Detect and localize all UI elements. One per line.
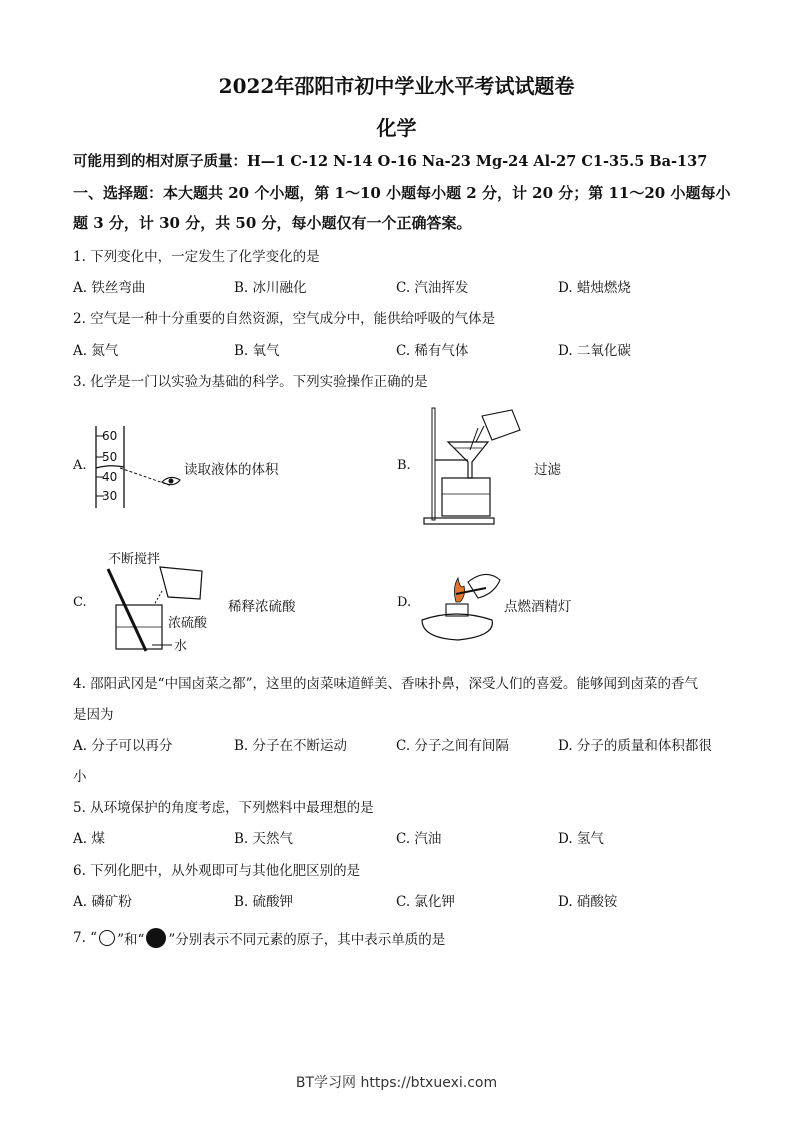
hollow-atom-icon [99,930,115,946]
figure-d-caption: 点燃酒精灯 [504,599,572,615]
question-2-option-c: C. 稀有气体 [396,343,469,359]
question-4-option-d-wrap: 小 [73,769,87,785]
section-instructions-line1: 一、选择题：本大题共 20 个小题，第 1～10 小题每小题 2 分，计 20 分；第 11～20 小题每小 [73,184,731,202]
question-1-option-d: D. 蜡烛燃烧 [558,280,631,296]
figure-c-caption: 稀释浓硫酸 [228,599,296,615]
footer-watermark: BT学习网 https://btxuexi.com [295,1075,498,1091]
question-5-option-b: B. 天然气 [234,831,294,847]
question-2-option-a: A. 氮气 [73,343,119,359]
figure-c-letter: C. [73,595,87,610]
question-5-stem: 5. 从环境保护的角度考虑，下列燃料中最理想的是 [73,800,374,816]
question-6-option-a: A. 磷矿粉 [73,894,132,910]
question-6-option-d: D. 硝酸铵 [558,894,618,910]
question-4-option-a: A. 分子可以再分 [73,738,173,754]
question-4-option-c: C. 分子之间有间隔 [396,738,509,754]
figure-b-caption: 过滤 [534,462,561,478]
figure-a-letter: A. [73,458,87,473]
question-4-option-b: B. 分子在不断运动 [234,738,348,754]
question-1-stem: 1. 下列变化中，一定发生了化学变化的是 [73,249,320,265]
section-instructions-line2: 题 3 分，计 30 分，共 50 分，每小题仅有一个正确答案。 [73,214,472,232]
solid-atom-icon [146,928,166,948]
question-4-stem: 4. 邵阳武冈是“中国卤菜之都”，这里的卤菜味道鲜美、香味扑鼻，深受人们的喜爱。能够闻到卤菜的香气 [73,676,698,692]
figure-b-letter: B. [397,458,411,473]
question-5-option-d: D. 氢气 [558,831,604,847]
page-title: 2022年邵阳市初中学业水平考试试题卷 [218,74,575,98]
cylinder-tick-40: 40 [102,470,118,484]
dilution-figure [96,547,226,659]
question-6-option-c: C. 氯化钾 [396,894,455,910]
question-2-stem: 2. 空气是一种十分重要的自然资源，空气成分中，能供给呼吸的气体是 [73,311,496,327]
question-2-option-b: B. 氧气 [234,343,280,359]
question-7-stem-part3: ”分别表示不同元素的原子，其中表示单质的是 [168,932,446,948]
graduated-cylinder-figure [90,422,190,512]
question-7-stem [73,928,445,948]
figure-d-letter: D. [397,595,412,610]
question-7-stem-part2: ”和“ [117,932,145,948]
question-4-stem-continued: 是因为 [73,707,114,723]
figure-a-caption: 读取液体的体积 [184,462,279,478]
question-6-option-b: B. 硫酸钾 [234,894,294,910]
label-stir: 不断搅拌 [108,552,161,567]
question-2-option-d: D. 二氧化碳 [558,343,631,359]
cylinder-tick-50: 50 [102,450,118,464]
question-1-option-c: C. 汽油挥发 [396,280,469,296]
cylinder-tick-60: 60 [102,429,118,443]
question-1-option-a: A. 铁丝弯曲 [73,280,146,296]
question-6-stem: 6. 下列化肥中，从外观即可与其他化肥区别的是 [73,863,361,879]
label-water: 水 [174,639,188,654]
question-5-option-a: A. 煤 [73,831,105,847]
subject-title: 化学 [376,116,417,140]
question-4-option-d: D. 分子的质量和体积都很 [558,738,712,754]
filtration-apparatus-figure [420,404,530,526]
alcohol-lamp-figure [416,558,506,644]
label-concentrated-acid: 浓硫酸 [168,616,208,631]
cylinder-tick-30: 30 [102,489,118,503]
question-3-stem: 3. 化学是一门以实验为基础的科学。下列实验操作正确的是 [73,374,428,390]
question-5-option-c: C. 汽油 [396,831,442,847]
question-1-option-b: B. 冰川融化 [234,280,307,296]
atomic-masses: 可能用到的相对原子质量：H—1 C-12 N-14 O-16 Na-23 Mg-24 Al-27 C1-35.5 Ba-137 [73,153,708,170]
question-7-stem-part1: 7. “ [73,930,98,946]
